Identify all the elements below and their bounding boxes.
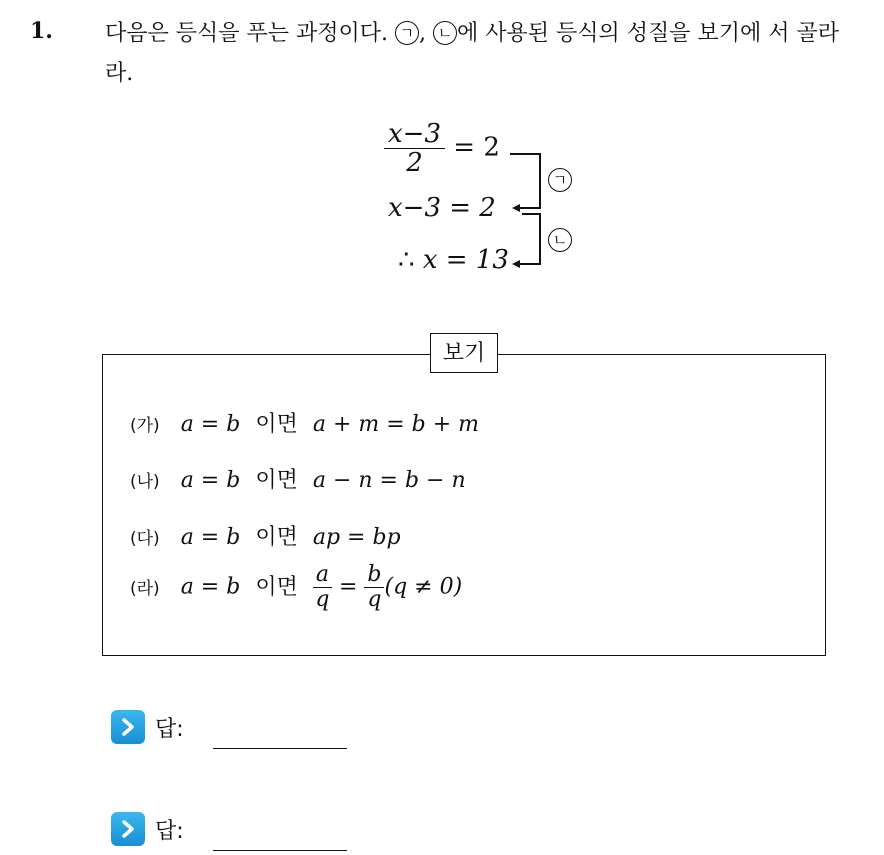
bogi-item-label: (다) [130, 529, 160, 549]
fraction-numerator: a [313, 563, 332, 588]
step-fraction-numerator: x−3 [384, 120, 445, 149]
step-bracket-arrows [500, 140, 590, 275]
bogi-fraction-a-over-q [313, 563, 332, 612]
question-comma: , [419, 21, 433, 46]
step-label-2: ㄴ [548, 228, 572, 252]
therefore-symbol: ∴ [398, 245, 415, 275]
fraction-denominator: q [315, 587, 330, 612]
bogi-item-connector: 이면 [255, 468, 298, 493]
question-text-part2: 에 사용된 등식의 성질을 보기에 서 골라라. [105, 21, 839, 86]
bogi-item-condition: a = b [180, 468, 241, 493]
answer-label: 답: [155, 716, 184, 742]
question-text [105, 14, 865, 94]
bogi-item-result: ap = bp [312, 525, 401, 550]
answer-row-2 [111, 812, 184, 846]
bogi-item-ga [130, 407, 479, 438]
chevron-right-icon [111, 812, 145, 846]
step-fraction [384, 120, 445, 177]
answer-label: 답: [155, 818, 184, 844]
question-number: 1. [30, 18, 53, 44]
bogi-item-connector: 이면 [255, 525, 298, 550]
bogi-item-ra [130, 563, 462, 612]
answer-blank-1[interactable] [213, 748, 347, 749]
bogi-item-connector: 이면 [255, 574, 298, 600]
bogi-item-da [130, 520, 401, 551]
step-line-1 [384, 120, 500, 177]
fraction-numerator: b [364, 563, 384, 588]
bogi-item-result: a + m = b + m [312, 412, 480, 437]
bogi-item-label: (나) [130, 472, 160, 492]
step-line-2: x−3 = 2 [388, 193, 496, 223]
bogi-item-condition: a = b [180, 525, 241, 550]
chevron-right-icon [111, 710, 145, 744]
bogi-item-na [130, 463, 466, 494]
circled-mark-1: ㄱ [395, 21, 419, 45]
bracket-1 [510, 154, 540, 208]
bogi-item-equals: = [338, 574, 358, 600]
step-line-3-eq: x = 13 [422, 245, 509, 275]
circled-mark-2: ㄴ [433, 21, 457, 45]
fraction-denominator: q [367, 587, 382, 612]
answer-blank-2[interactable] [213, 850, 347, 851]
step-fraction-denominator: 2 [406, 148, 423, 178]
step-label-1: ㄱ [548, 168, 572, 192]
bogi-item-connector: 이면 [255, 412, 298, 437]
bogi-fraction-b-over-q [364, 563, 384, 612]
bogi-item-condition-tail: (q ≠ 0) [384, 574, 463, 600]
question-text-part1: 다음은 등식을 푸는 과정이다. [105, 21, 395, 46]
arrowhead-2 [512, 260, 520, 268]
bracket-2 [518, 214, 540, 264]
bogi-item-label: (가) [130, 416, 160, 436]
bogi-title: 보기 [430, 333, 498, 373]
step-line-3 [398, 245, 509, 275]
bogi-item-label: (라) [130, 578, 160, 599]
step-line-1-rhs: = 2 [453, 132, 500, 163]
bogi-item-result: a − n = b − n [312, 468, 466, 493]
bogi-item-condition: a = b [180, 412, 241, 437]
answer-row-1 [111, 710, 184, 744]
bogi-item-condition: a = b [180, 574, 241, 600]
arrowhead-1 [512, 204, 520, 212]
